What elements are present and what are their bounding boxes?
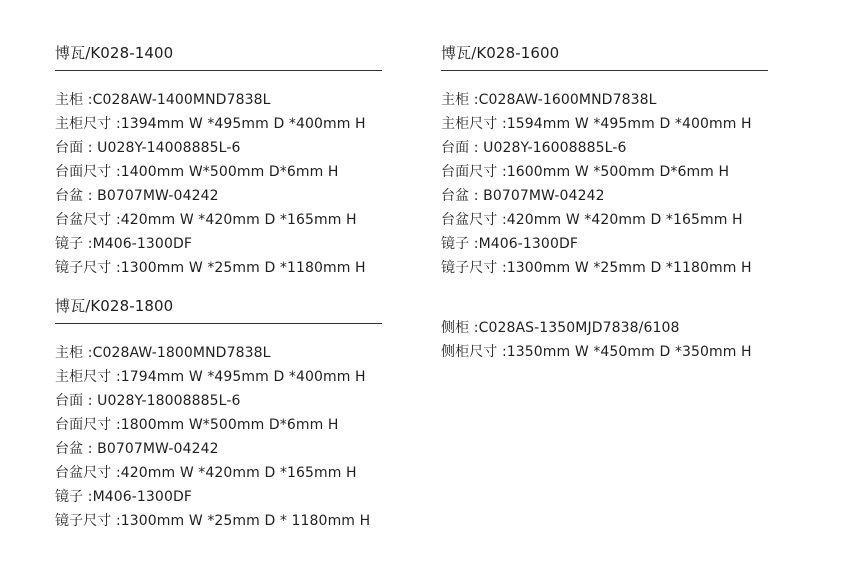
spec-line-countertop: 台面 : U028Y-18008885L-6 [55, 393, 241, 409]
section-divider [55, 323, 382, 324]
spec-list [441, 88, 768, 280]
spec-section-k028-1600 [441, 43, 768, 280]
spec-line-countertop: 台面 : U028Y-14008885L-6 [55, 140, 241, 156]
section-title: 博瓦/K028-1400 [55, 44, 174, 62]
spec-line-mirror: 镜子 :M406-1300DF [55, 236, 192, 252]
spec-line-mirror-size: 镜子尺寸 :1300mm W *25mm D * 1180mm H [55, 513, 371, 529]
spec-line-basin: 台盆 : B0707MW-04242 [441, 188, 605, 204]
spec-list [441, 316, 768, 364]
section-divider [55, 70, 382, 71]
spec-line-main-cabinet-size: 主柜尺寸 :1594mm W *495mm D *400mm H [441, 116, 752, 132]
spec-line-basin-size: 台盆尺寸 :420mm W *420mm D *165mm H [55, 212, 357, 228]
spec-line-main-cabinet: 主柜 :C028AW-1600MND7838L [441, 92, 657, 108]
spec-line-basin-size: 台盆尺寸 :420mm W *420mm D *165mm H [55, 465, 357, 481]
spec-line-mirror-size: 镜子尺寸 :1300mm W *25mm D *1180mm H [441, 260, 752, 276]
section-title: 博瓦/K028-1800 [55, 297, 174, 315]
spec-line-side-cabinet: 侧柜 :C028AS-1350MJD7838/6108 [441, 320, 680, 336]
section-divider [441, 70, 768, 71]
spec-list [55, 88, 382, 280]
section-title: 博瓦/K028-1600 [441, 44, 560, 62]
spec-line-main-cabinet-size: 主柜尺寸 :1794mm W *495mm D *400mm H [55, 369, 366, 385]
spec-section-k028-1400 [55, 43, 382, 280]
spec-line-basin-size: 台盆尺寸 :420mm W *420mm D *165mm H [441, 212, 743, 228]
spec-line-main-cabinet-size: 主柜尺寸 :1394mm W *495mm D *400mm H [55, 116, 366, 132]
spec-line-countertop-size: 台面尺寸 :1600mm W *500mm D*6mm H [441, 164, 730, 180]
spec-section-k028-1800 [55, 296, 382, 533]
spec-line-mirror: 镜子 :M406-1300DF [55, 489, 192, 505]
spec-line-mirror: 镜子 :M406-1300DF [441, 236, 578, 252]
spec-list [55, 341, 382, 533]
spec-section-side-cabinet [441, 316, 768, 364]
spec-line-mirror-size: 镜子尺寸 :1300mm W *25mm D *1180mm H [55, 260, 366, 276]
spec-line-side-cabinet-size: 侧柜尺寸 :1350mm W *450mm D *350mm H [441, 344, 752, 360]
spec-line-main-cabinet: 主柜 :C028AW-1800MND7838L [55, 345, 271, 361]
spec-line-countertop: 台面 : U028Y-16008885L-6 [441, 140, 627, 156]
spec-line-countertop-size: 台面尺寸 :1800mm W*500mm D*6mm H [55, 417, 339, 433]
spec-line-main-cabinet: 主柜 :C028AW-1400MND7838L [55, 92, 271, 108]
spec-line-basin: 台盆 : B0707MW-04242 [55, 441, 219, 457]
spec-line-countertop-size: 台面尺寸 :1400mm W*500mm D*6mm H [55, 164, 339, 180]
spec-line-basin: 台盆 : B0707MW-04242 [55, 188, 219, 204]
